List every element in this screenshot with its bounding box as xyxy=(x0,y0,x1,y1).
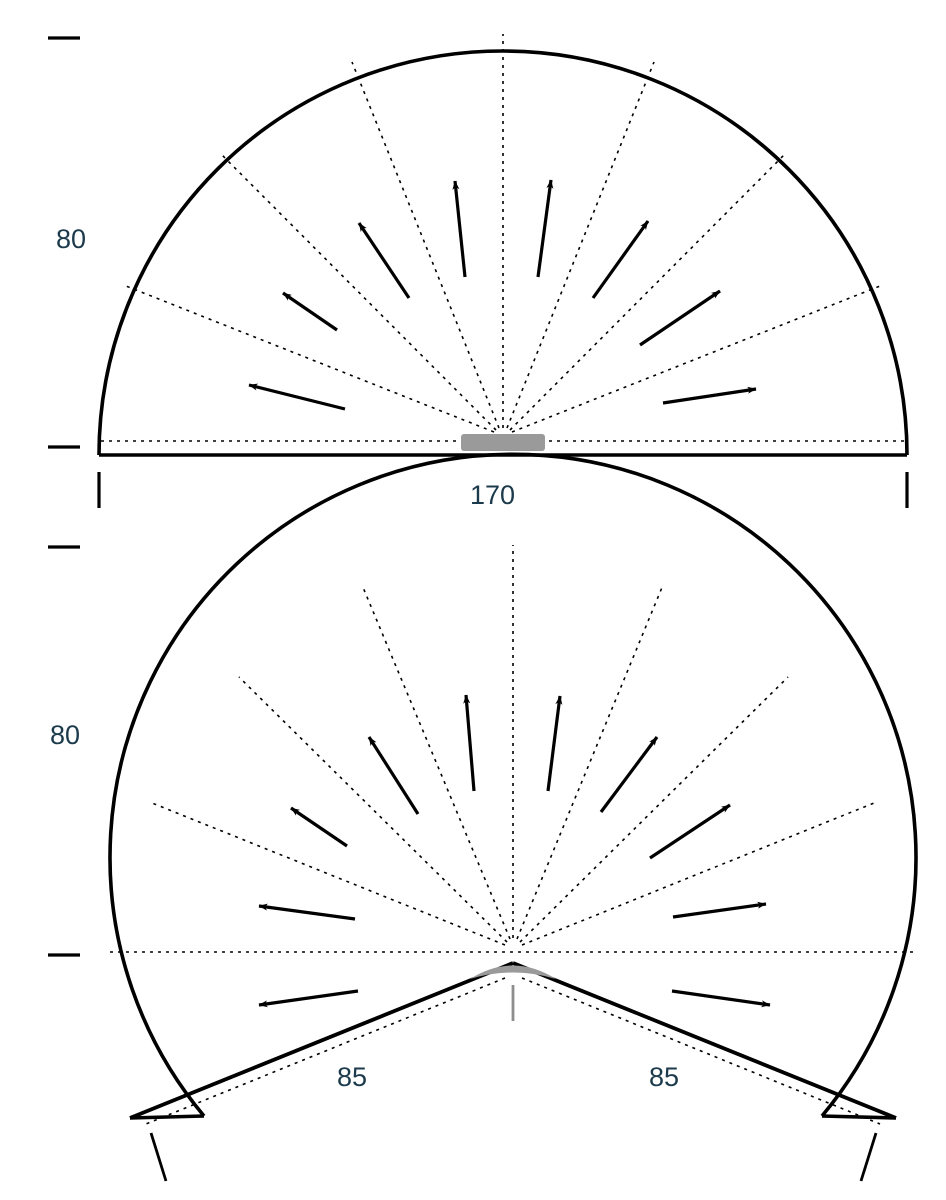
tick-bottom-dim-right xyxy=(861,1133,876,1181)
label-bottom-radius: 80 xyxy=(50,720,81,750)
top-ray-157 xyxy=(126,286,494,432)
bottom-ray-minus40 xyxy=(522,978,880,1124)
bottom-arrow-126 xyxy=(369,737,418,814)
top-arrow-104 xyxy=(455,181,465,277)
bottom-arrow-32 xyxy=(650,805,730,858)
label-top-width: 170 xyxy=(470,480,516,510)
bottom-right-face xyxy=(513,963,896,1118)
top-arrow-32 xyxy=(640,291,720,345)
bottom-left-face xyxy=(130,963,513,1118)
top-arrow-10 xyxy=(663,389,756,403)
top-arrow-76 xyxy=(538,180,551,277)
label-bottom-right-face: 85 xyxy=(649,1062,680,1092)
bottom-ray-157 xyxy=(152,803,505,945)
top-arrow-54 xyxy=(593,221,648,298)
bottom-arrow-minus20 xyxy=(672,991,770,1005)
bottom-ray-group xyxy=(146,545,880,1124)
top-arrow-170 xyxy=(249,385,345,409)
bottom-arrow-104 xyxy=(466,695,474,791)
top-ray-45 xyxy=(510,155,784,430)
top-ray-group xyxy=(126,34,880,432)
bottom-arrow-group xyxy=(259,695,770,1005)
bottom-ray-220 xyxy=(146,978,505,1124)
bottom-arrow-170 xyxy=(259,906,355,919)
label-bottom-left-face: 85 xyxy=(337,1062,368,1092)
top-arrow-126 xyxy=(359,223,409,298)
bottom-arrow-54 xyxy=(601,737,657,812)
bottom-ray-45 xyxy=(520,677,788,942)
bottom-arrow-76 xyxy=(548,696,560,791)
top-panel xyxy=(48,34,907,510)
bottom-left-arc-cap xyxy=(130,1116,204,1118)
top-arrow-group xyxy=(249,180,756,409)
bottom-ray-67 xyxy=(517,585,663,939)
bottom-arrow-148 xyxy=(291,808,347,846)
top-arrow-148 xyxy=(283,293,337,330)
tick-bottom-dim-left xyxy=(151,1133,166,1181)
top-transducer-patch xyxy=(461,434,545,451)
bottom-panel xyxy=(48,454,916,1181)
bottom-right-arc-cap xyxy=(822,1116,896,1118)
bottom-arrow-200 xyxy=(259,991,358,1005)
bottom-arrow-10 xyxy=(673,904,766,917)
label-top-radius: 80 xyxy=(56,224,87,254)
